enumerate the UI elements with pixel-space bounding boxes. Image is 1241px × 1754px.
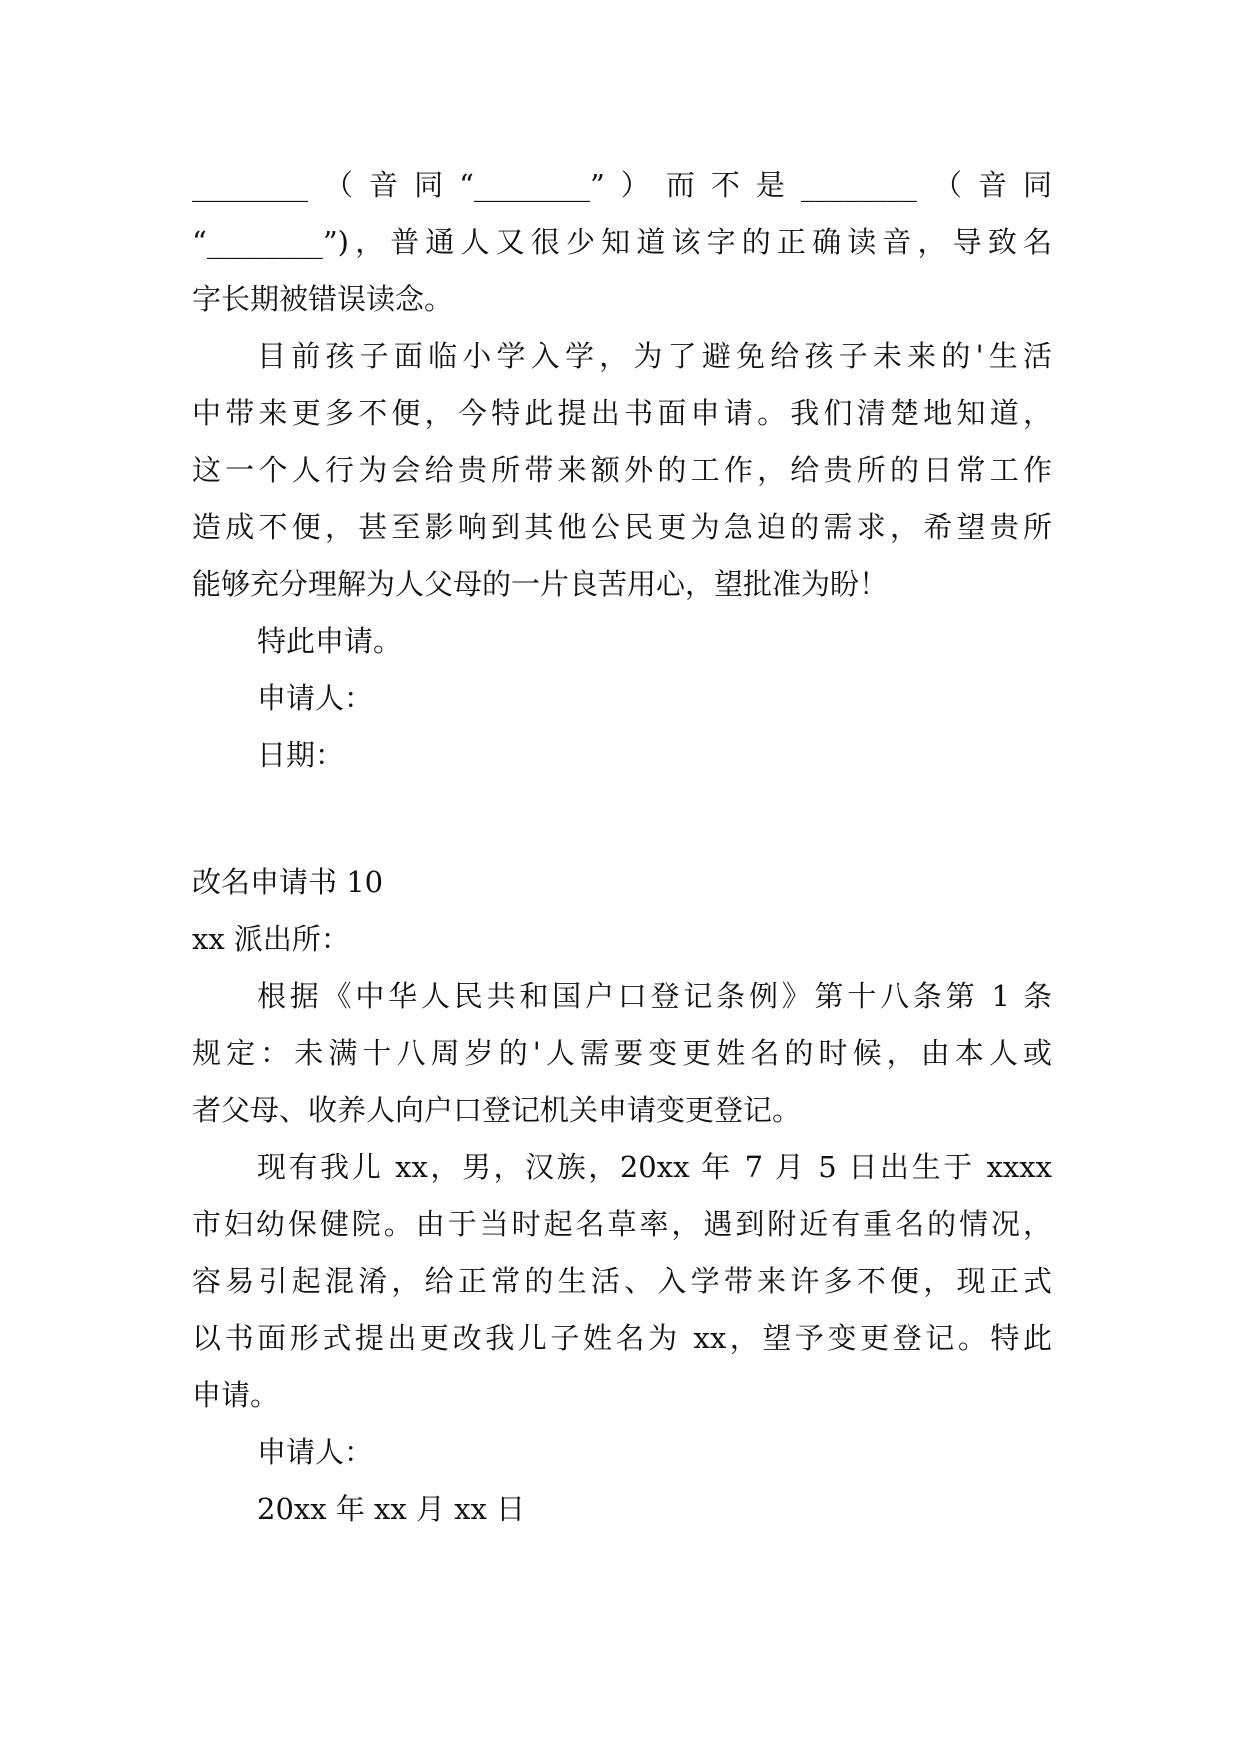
paragraph-line: 造成不便，甚至影响到其他公民更为急迫的需求，希望贵所 xyxy=(192,510,1052,544)
body-line: “________”)，普通人又很少知道该字的正确读音，导致名 xyxy=(192,225,1052,259)
paragraph-line: 以书面形式提出更改我儿子姓名为 xx，望予变更登记。特此 xyxy=(192,1321,1052,1355)
paragraph-line: 中带来更多不便，今特此提出书面申请。我们清楚地知道， xyxy=(192,396,1052,430)
paragraph-line: 申请。 xyxy=(192,1378,280,1412)
paragraph-line: 这一个人行为会给贵所带来额外的工作，给贵所的日常工作 xyxy=(192,453,1052,487)
section-title: 改名申请书 10 xyxy=(192,865,384,899)
date-label: 日期： xyxy=(257,738,345,772)
paragraph-line: 容易引起混淆，给正常的生活、入学带来许多不便，现正式 xyxy=(192,1264,1052,1298)
paragraph-line: 根据《中华人民共和国户口登记条例》第十八条第 1 条 xyxy=(257,979,1052,1013)
paragraph-line: 能够充分理解为人父母的一片良苦用心，望批准为盼！ xyxy=(192,567,889,601)
paragraph-line: 目前孩子面临小学入学，为了避免给孩子未来的'生活 xyxy=(257,339,1052,373)
date-line: 20xx 年 xx 月 xx 日 xyxy=(257,1492,526,1526)
applicant-label: 申请人： xyxy=(257,681,374,715)
paragraph-line: 市妇幼保健院。由于当时起名草率，遇到附近有重名的情况， xyxy=(192,1207,1052,1241)
body-line: ________（音同“________”）而不是________（音同 xyxy=(192,168,1052,202)
body-line: 字长期被错误读念。 xyxy=(192,282,454,316)
closing-text: 特此申请。 xyxy=(257,624,403,658)
applicant-label: 申请人： xyxy=(257,1435,374,1469)
addressee: xx 派出所： xyxy=(192,922,350,956)
paragraph-line: 规定：未满十八周岁的'人需要变更姓名的时候，由本人或 xyxy=(192,1036,1052,1070)
paragraph-line: 者父母、收养人向户口登记机关申请变更登记。 xyxy=(192,1093,802,1127)
paragraph-line: 现有我儿 xx，男，汉族，20xx 年 7 月 5 日出生于 xxxx xyxy=(257,1150,1052,1184)
